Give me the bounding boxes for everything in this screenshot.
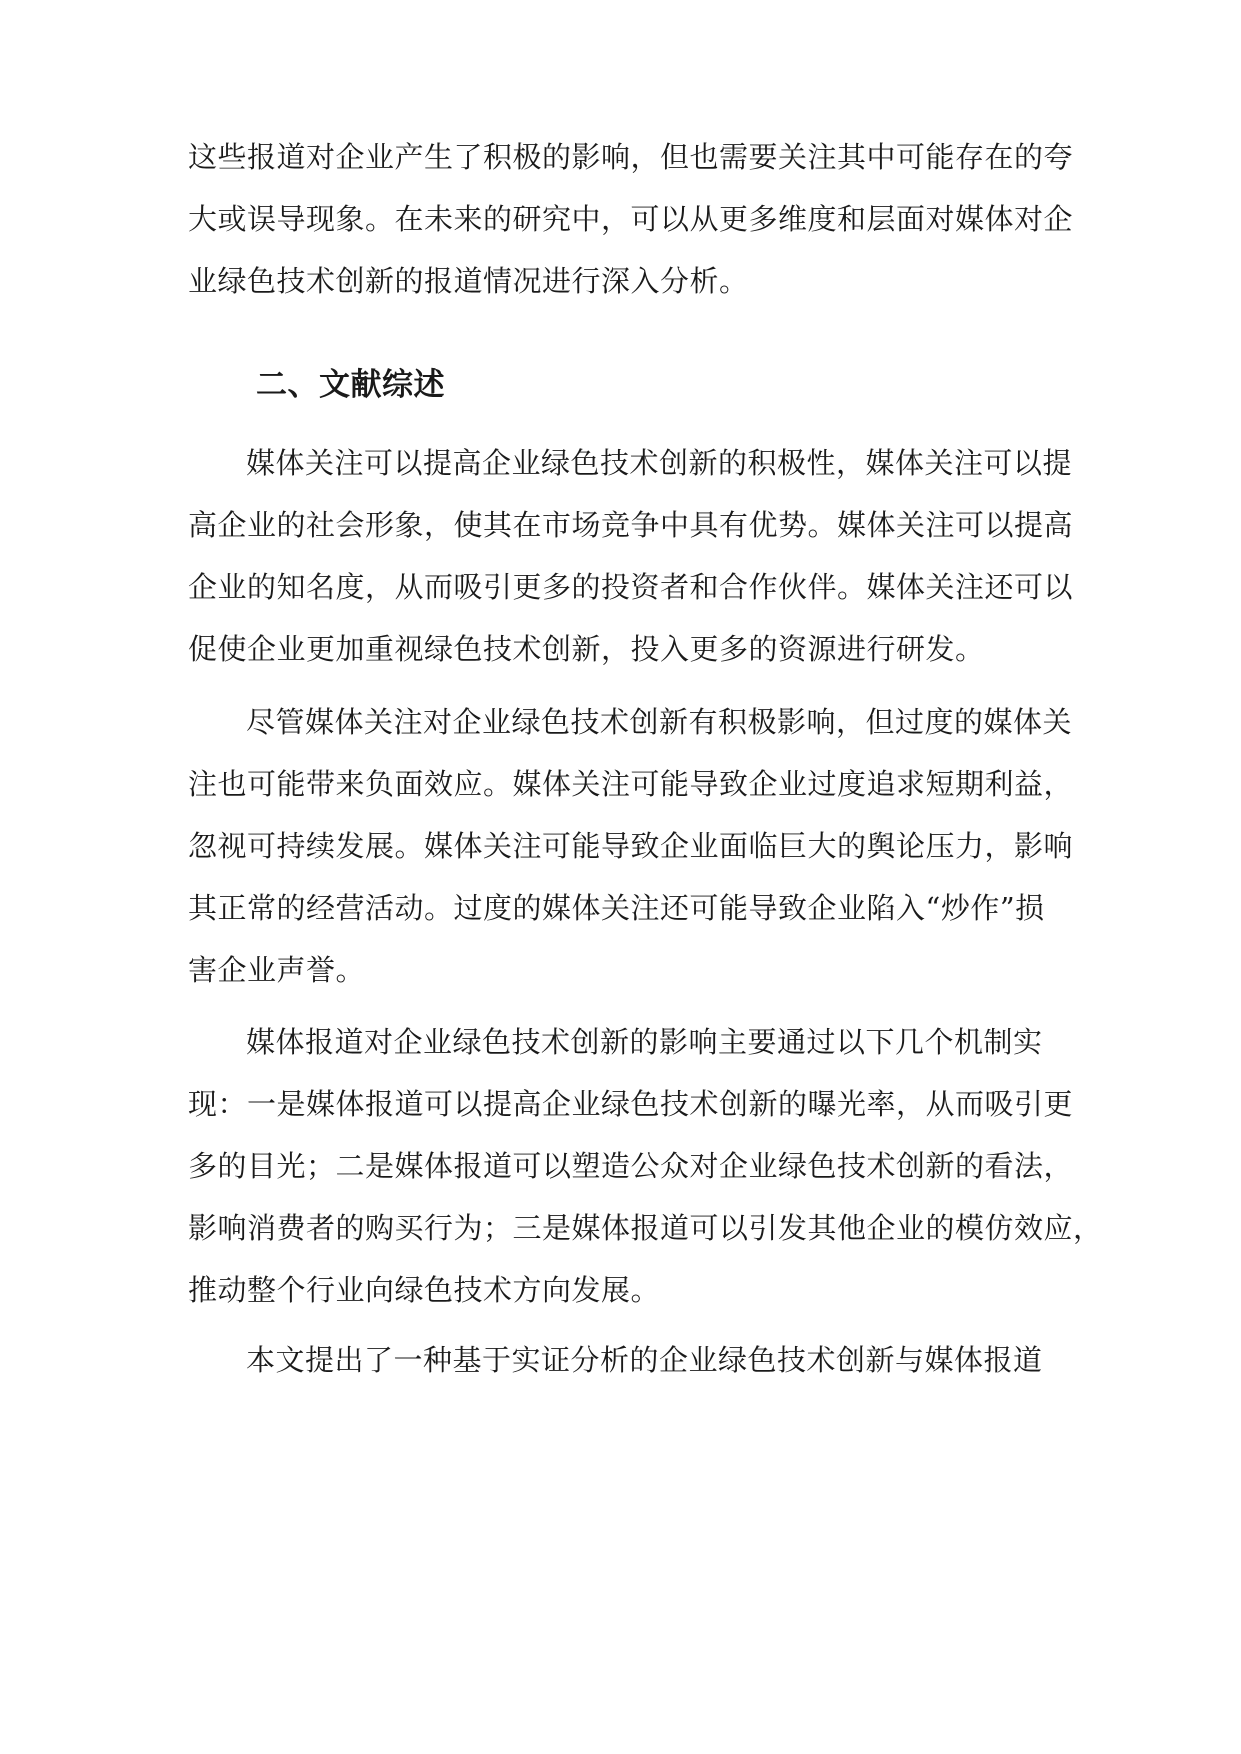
para2-line-5: 害企业声誉。 xyxy=(188,953,366,987)
intro-line-3: 业绿色技术创新的报道情况进行深入分析。 xyxy=(188,264,749,298)
section-heading: 二、文献综述 xyxy=(256,367,445,403)
intro-line-2: 大或误导现象。在未来的研究中，可以从更多维度和层面对媒体对企 xyxy=(188,202,1074,236)
para1-line-4: 促使企业更加重视绿色技术创新，投入更多的资源进行研发。 xyxy=(188,632,985,666)
para2-line-2: 注也可能带来负面效应。媒体关注可能导致企业过度追求短期利益， xyxy=(188,767,1074,801)
para2-line-4: 其正常的经营活动。过度的媒体关注还可能导致企业陷入“炒作”损 xyxy=(188,891,1045,925)
para1-line-2: 高企业的社会形象，使其在市场竞争中具有优势。媒体关注可以提高 xyxy=(188,508,1074,542)
para2-line-3: 忽视可持续发展。媒体关注可能导致企业面临巨大的舆论压力，影响 xyxy=(188,829,1074,863)
para3-line-5: 推动整个行业向绿色技术方向发展。 xyxy=(188,1273,661,1307)
para1-line-1: 媒体关注可以提高企业绿色技术创新的积极性，媒体关注可以提 xyxy=(246,446,1073,480)
para3-line-4: 影响消费者的购买行为；三是媒体报道可以引发其他企业的模仿效应， xyxy=(188,1211,1103,1245)
para3-line-3: 多的目光；二是媒体报道可以塑造公众对企业绿色技术创新的看法， xyxy=(188,1149,1074,1183)
para3-line-1: 媒体报道对企业绿色技术创新的影响主要通过以下几个机制实 xyxy=(246,1025,1043,1059)
para2-line-1: 尽管媒体关注对企业绿色技术创新有积极影响，但过度的媒体关 xyxy=(246,705,1073,739)
intro-line-1: 这些报道对企业产生了积极的影响，但也需要关注其中可能存在的夸 xyxy=(188,140,1074,174)
para4-line-1: 本文提出了一种基于实证分析的企业绿色技术创新与媒体报道 xyxy=(246,1343,1043,1377)
para3-line-2: 现：一是媒体报道可以提高企业绿色技术创新的曝光率，从而吸引更 xyxy=(188,1087,1074,1121)
para1-line-3: 企业的知名度，从而吸引更多的投资者和合作伙伴。媒体关注还可以 xyxy=(188,570,1074,604)
